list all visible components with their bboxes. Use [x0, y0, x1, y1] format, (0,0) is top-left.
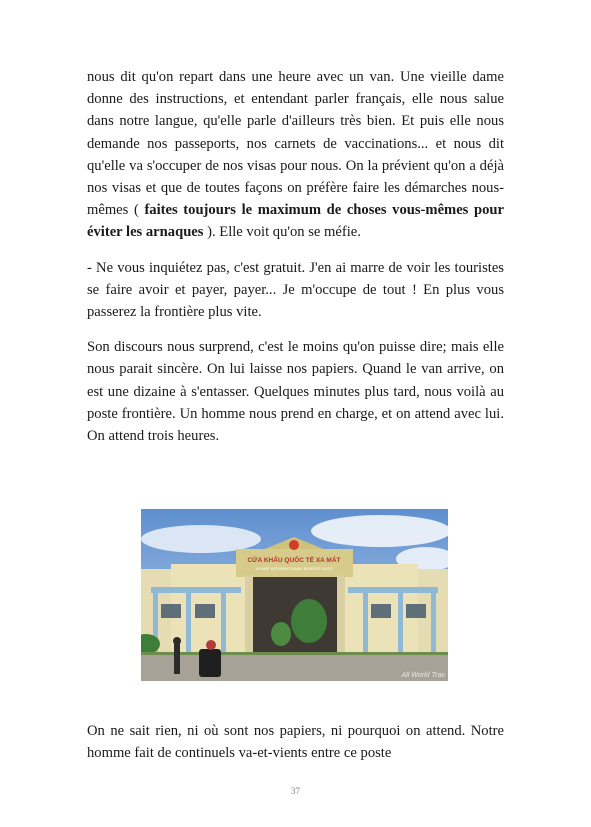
photo-watermark: All World Trav	[401, 672, 445, 679]
gate-column-left	[245, 575, 253, 659]
cloud	[311, 515, 448, 547]
window	[371, 604, 391, 618]
paragraph-1-bold-advice: faites toujours le maximum de choses vous-mêmes pour éviter les arnaques	[87, 202, 504, 241]
blue-frieze-left	[151, 587, 241, 593]
blue-pillar	[363, 593, 368, 653]
page-number: 37	[291, 786, 300, 796]
motorbike-rider	[199, 649, 221, 677]
paragraph-3: Son discours nous surprend, c'est le moins qu'on puisse dire; mais elle nous parait sincère. On lui laisse nos papiers. Quand le van arrive, on est une dizaine à s'entasser. Quelques minutes plus tard, nous voilà au poste frontière. Un homme nous prend en charge, et on attend avec lui. On attend trois heures.	[87, 339, 504, 445]
paragraph-2: - Ne vous inquiétez pas, c'est gratuit. J'en ai marre de voir les touristes se faire avoir et payer, payer... Je m'occupe de tout ! En plus vous passerez la frontière plus vite.	[87, 259, 504, 321]
blue-pillar	[221, 593, 226, 653]
gate-sign-line1: CỬA KHẨU QUỐC TẾ XA MÁT	[247, 557, 341, 564]
grass-strip	[141, 652, 448, 655]
blue-pillar	[431, 593, 436, 653]
palm-tree	[291, 599, 327, 643]
window	[161, 604, 181, 618]
person-head	[173, 637, 181, 645]
paragraph-1-text-b: ). Elle voit qu'on se méfie.	[203, 224, 361, 241]
shrub	[271, 622, 291, 646]
emblem-icon	[289, 540, 299, 550]
blue-pillar	[398, 593, 403, 653]
cloud	[141, 525, 261, 553]
blue-pillar	[186, 593, 191, 653]
document-body-continued	[87, 720, 504, 764]
window	[406, 604, 426, 618]
border-gate-photo	[141, 509, 448, 681]
gate-column-right	[337, 575, 345, 659]
paragraph-1	[87, 66, 504, 244]
window	[195, 604, 215, 618]
paragraph-1-text-a: nous dit qu'on repart dans une heure avec un van. Une vieille dame donne des instructions, et entendant parler français, elle nous salue dans notre langue, qu'elle parle d'ailleurs très bien. Et puis elle nous demande nos passeports, nos carnets de vaccinations... et nous dit qu'elle va s'occuper de nos visas pour nous. On la prévient qu'on a déjà nos visas et que de toutes façons on préfère faire les démarches nous-mêmes (	[87, 69, 504, 219]
person-silhouette	[174, 644, 180, 674]
border-gate-illustration	[141, 509, 448, 681]
document-body	[87, 66, 504, 447]
blue-frieze-right	[348, 587, 438, 593]
gate-sign-line2: XA MAT INTERNATIONAL BORDER GATE	[255, 566, 333, 571]
helmet	[206, 640, 216, 650]
paragraph-4: On ne sait rien, ni où sont nos papiers, ni pourquoi on attend. Notre homme fait de continuels va-et-vients entre ce poste	[87, 723, 504, 762]
